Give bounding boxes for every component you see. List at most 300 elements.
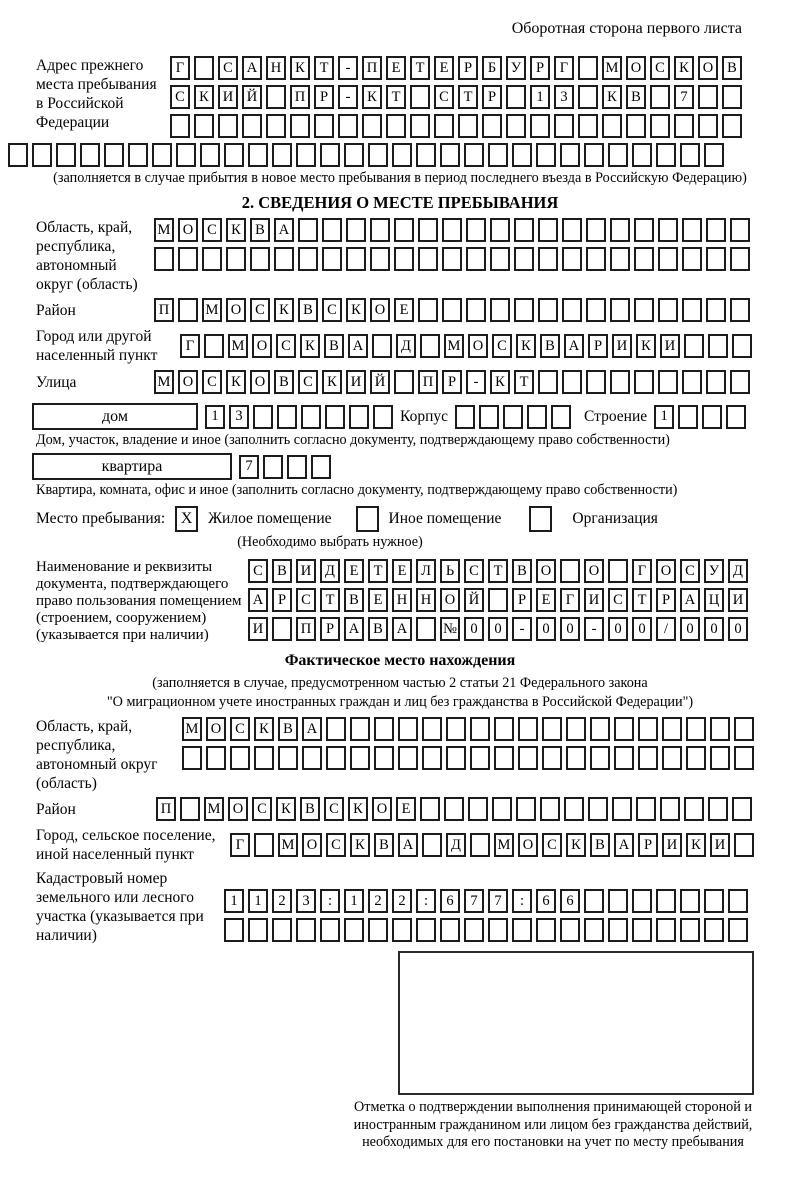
char-box[interactable]: Р [656, 588, 676, 612]
char-box[interactable] [634, 298, 654, 322]
char-box[interactable] [634, 247, 654, 271]
char-box[interactable] [518, 746, 538, 770]
char-box[interactable] [554, 114, 574, 138]
char-box[interactable] [202, 247, 222, 271]
char-box[interactable]: Е [394, 298, 414, 322]
char-box[interactable] [418, 247, 438, 271]
char-box[interactable] [410, 85, 430, 109]
char-box[interactable] [494, 746, 514, 770]
char-box[interactable]: К [274, 298, 294, 322]
char-box[interactable] [230, 746, 250, 770]
char-box[interactable]: С [252, 797, 272, 821]
char-box[interactable]: П [290, 85, 310, 109]
char-box[interactable]: В [368, 617, 388, 641]
char-box[interactable] [584, 889, 604, 913]
char-box[interactable]: У [506, 56, 526, 80]
char-box[interactable]: 0 [536, 617, 556, 641]
char-box[interactable]: К [566, 833, 586, 857]
char-box[interactable] [708, 797, 728, 821]
char-box[interactable] [204, 334, 224, 358]
char-box[interactable] [704, 143, 724, 167]
char-box[interactable] [320, 918, 340, 942]
char-box[interactable]: К [350, 833, 370, 857]
char-box[interactable]: К [674, 56, 694, 80]
char-box[interactable] [398, 717, 418, 741]
char-box[interactable] [538, 298, 558, 322]
char-box[interactable] [422, 717, 442, 741]
char-box[interactable]: Ь [440, 559, 460, 583]
char-box[interactable] [206, 746, 226, 770]
char-box[interactable] [266, 114, 286, 138]
char-box[interactable]: М [228, 334, 248, 358]
char-box[interactable]: Г [170, 56, 190, 80]
char-box[interactable]: 1 [654, 405, 674, 429]
char-box[interactable] [374, 717, 394, 741]
char-box[interactable]: О [302, 833, 322, 857]
char-box[interactable] [730, 370, 750, 394]
char-box[interactable] [422, 746, 442, 770]
char-box[interactable] [466, 298, 486, 322]
char-box[interactable] [490, 298, 510, 322]
char-box[interactable]: Е [368, 588, 388, 612]
char-box[interactable] [540, 797, 560, 821]
char-box[interactable] [682, 298, 702, 322]
char-box[interactable] [698, 114, 718, 138]
char-box[interactable]: С [218, 56, 238, 80]
char-box[interactable] [590, 717, 610, 741]
char-box[interactable]: Р [638, 833, 658, 857]
char-box[interactable] [560, 559, 580, 583]
char-box[interactable] [8, 143, 28, 167]
char-box[interactable] [730, 298, 750, 322]
char-box[interactable]: Д [728, 559, 748, 583]
char-box[interactable]: Р [512, 588, 532, 612]
char-box[interactable]: О [468, 334, 488, 358]
char-box[interactable] [650, 114, 670, 138]
char-box[interactable]: 6 [440, 889, 460, 913]
char-box[interactable] [322, 247, 342, 271]
char-box[interactable]: Р [458, 56, 478, 80]
checkbox-other-premises[interactable] [356, 506, 379, 532]
char-box[interactable] [506, 85, 526, 109]
char-box[interactable] [686, 717, 706, 741]
char-box[interactable] [440, 143, 460, 167]
char-box[interactable]: К [194, 85, 214, 109]
char-box[interactable] [374, 746, 394, 770]
char-box[interactable]: О [698, 56, 718, 80]
char-box[interactable] [176, 143, 196, 167]
char-box[interactable] [538, 247, 558, 271]
char-box[interactable]: С [248, 559, 268, 583]
char-box[interactable]: И [710, 833, 730, 857]
char-box[interactable] [610, 298, 630, 322]
char-box[interactable] [320, 143, 340, 167]
char-box[interactable]: В [722, 56, 742, 80]
char-box[interactable]: К [290, 56, 310, 80]
char-box[interactable] [706, 218, 726, 242]
char-box[interactable] [728, 918, 748, 942]
char-box[interactable] [566, 717, 586, 741]
char-box[interactable]: П [154, 298, 174, 322]
char-box[interactable]: К [300, 334, 320, 358]
char-box[interactable]: 1 [224, 889, 244, 913]
char-box[interactable] [392, 918, 412, 942]
char-box[interactable] [104, 143, 124, 167]
char-box[interactable] [518, 717, 538, 741]
char-box[interactable] [311, 455, 331, 479]
char-box[interactable]: С [608, 588, 628, 612]
char-box[interactable]: 0 [728, 617, 748, 641]
char-box[interactable]: С [296, 588, 316, 612]
char-box[interactable] [470, 717, 490, 741]
char-box[interactable]: Е [386, 56, 406, 80]
char-box[interactable] [470, 746, 490, 770]
char-box[interactable]: О [518, 833, 538, 857]
char-box[interactable] [170, 114, 190, 138]
char-box[interactable] [194, 114, 214, 138]
char-box[interactable]: В [300, 797, 320, 821]
char-box[interactable]: Г [230, 833, 250, 857]
char-box[interactable]: № [440, 617, 460, 641]
char-box[interactable]: А [344, 617, 364, 641]
char-box[interactable] [434, 114, 454, 138]
char-box[interactable]: О [228, 797, 248, 821]
char-box[interactable] [680, 143, 700, 167]
char-box[interactable]: А [392, 617, 412, 641]
char-box[interactable] [442, 218, 462, 242]
char-box[interactable] [588, 797, 608, 821]
char-box[interactable] [152, 143, 172, 167]
char-box[interactable]: М [154, 370, 174, 394]
char-box[interactable] [610, 247, 630, 271]
char-box[interactable] [562, 218, 582, 242]
char-box[interactable] [298, 218, 318, 242]
char-box[interactable] [370, 218, 390, 242]
char-box[interactable]: Й [242, 85, 262, 109]
char-box[interactable] [298, 247, 318, 271]
char-box[interactable] [608, 143, 628, 167]
char-box[interactable] [372, 334, 392, 358]
char-box[interactable] [527, 405, 547, 429]
char-box[interactable]: - [512, 617, 532, 641]
char-box[interactable] [632, 918, 652, 942]
char-box[interactable] [704, 918, 724, 942]
checkbox-residential[interactable]: X [175, 506, 198, 532]
char-box[interactable] [200, 143, 220, 167]
char-box[interactable] [530, 114, 550, 138]
char-box[interactable]: 3 [229, 405, 249, 429]
char-box[interactable] [301, 405, 321, 429]
char-box[interactable] [562, 298, 582, 322]
char-box[interactable] [398, 746, 418, 770]
char-box[interactable] [586, 298, 606, 322]
char-box[interactable]: - [584, 617, 604, 641]
char-box[interactable] [178, 298, 198, 322]
char-box[interactable]: А [614, 833, 634, 857]
char-box[interactable]: И [248, 617, 268, 641]
char-box[interactable] [506, 114, 526, 138]
char-box[interactable] [182, 746, 202, 770]
char-box[interactable]: И [612, 334, 632, 358]
char-box[interactable]: О [440, 588, 460, 612]
char-box[interactable]: В [324, 334, 344, 358]
char-box[interactable] [514, 218, 534, 242]
char-box[interactable] [226, 247, 246, 271]
char-box[interactable] [248, 143, 268, 167]
char-box[interactable]: 3 [296, 889, 316, 913]
char-box[interactable] [514, 298, 534, 322]
char-box[interactable]: О [226, 298, 246, 322]
char-box[interactable] [503, 405, 523, 429]
char-box[interactable] [650, 85, 670, 109]
char-box[interactable] [410, 114, 430, 138]
char-box[interactable] [578, 114, 598, 138]
char-box[interactable]: В [590, 833, 610, 857]
char-box[interactable] [492, 797, 512, 821]
char-box[interactable] [560, 143, 580, 167]
char-box[interactable]: Г [180, 334, 200, 358]
char-box[interactable] [734, 746, 754, 770]
char-box[interactable] [418, 218, 438, 242]
char-box[interactable]: Т [514, 370, 534, 394]
char-box[interactable]: М [182, 717, 202, 741]
char-box[interactable] [296, 918, 316, 942]
char-box[interactable]: О [372, 797, 392, 821]
char-box[interactable]: Ц [704, 588, 724, 612]
char-box[interactable]: - [466, 370, 486, 394]
char-box[interactable]: Р [314, 85, 334, 109]
char-box[interactable] [326, 746, 346, 770]
char-box[interactable] [479, 405, 499, 429]
char-box[interactable]: С [230, 717, 250, 741]
char-box[interactable]: - [338, 85, 358, 109]
char-box[interactable] [254, 833, 274, 857]
char-box[interactable] [614, 717, 634, 741]
char-box[interactable] [440, 918, 460, 942]
char-box[interactable]: К [686, 833, 706, 857]
char-box[interactable] [420, 797, 440, 821]
char-box[interactable]: О [626, 56, 646, 80]
char-box[interactable]: С [650, 56, 670, 80]
char-box[interactable] [586, 247, 606, 271]
char-box[interactable]: 0 [632, 617, 652, 641]
char-box[interactable]: 1 [248, 889, 268, 913]
char-box[interactable]: С [464, 559, 484, 583]
char-box[interactable] [732, 797, 752, 821]
char-box[interactable] [680, 889, 700, 913]
char-box[interactable]: Й [464, 588, 484, 612]
char-box[interactable] [488, 918, 508, 942]
char-box[interactable] [464, 918, 484, 942]
char-box[interactable]: Р [442, 370, 462, 394]
char-box[interactable]: О [250, 370, 270, 394]
char-box[interactable]: / [656, 617, 676, 641]
char-box[interactable] [708, 334, 728, 358]
char-box[interactable]: Г [632, 559, 652, 583]
char-box[interactable]: К [322, 370, 342, 394]
char-box[interactable] [250, 247, 270, 271]
char-box[interactable] [266, 85, 286, 109]
char-box[interactable] [536, 143, 556, 167]
char-box[interactable] [350, 746, 370, 770]
char-box[interactable] [416, 918, 436, 942]
char-box[interactable]: О [206, 717, 226, 741]
char-box[interactable] [466, 247, 486, 271]
char-box[interactable] [422, 833, 442, 857]
char-box[interactable] [178, 247, 198, 271]
char-box[interactable] [326, 717, 346, 741]
char-box[interactable] [274, 247, 294, 271]
char-box[interactable]: 3 [554, 85, 574, 109]
char-box[interactable]: 0 [488, 617, 508, 641]
char-box[interactable]: Р [272, 588, 292, 612]
char-box[interactable]: К [346, 298, 366, 322]
char-box[interactable]: Т [320, 588, 340, 612]
char-box[interactable] [722, 85, 742, 109]
checkbox-organization[interactable] [529, 506, 552, 532]
char-box[interactable] [416, 617, 436, 641]
char-box[interactable] [455, 405, 475, 429]
char-box[interactable]: Е [344, 559, 364, 583]
char-box[interactable] [325, 405, 345, 429]
char-box[interactable] [346, 218, 366, 242]
char-box[interactable]: В [540, 334, 560, 358]
char-box[interactable] [632, 889, 652, 913]
char-box[interactable]: Т [314, 56, 334, 80]
char-box[interactable]: А [248, 588, 268, 612]
char-box[interactable] [728, 889, 748, 913]
char-box[interactable] [566, 746, 586, 770]
char-box[interactable] [632, 143, 652, 167]
char-box[interactable]: Т [632, 588, 652, 612]
char-box[interactable]: 0 [608, 617, 628, 641]
char-box[interactable] [254, 746, 274, 770]
char-box[interactable]: : [416, 889, 436, 913]
char-box[interactable] [610, 370, 630, 394]
char-box[interactable]: 0 [704, 617, 724, 641]
char-box[interactable]: Д [446, 833, 466, 857]
char-box[interactable]: С [250, 298, 270, 322]
char-box[interactable]: В [272, 559, 292, 583]
char-box[interactable]: В [274, 370, 294, 394]
char-box[interactable]: 1 [530, 85, 550, 109]
char-box[interactable]: М [602, 56, 622, 80]
char-box[interactable] [682, 370, 702, 394]
char-box[interactable]: О [536, 559, 556, 583]
char-box[interactable] [562, 247, 582, 271]
char-box[interactable] [180, 797, 200, 821]
char-box[interactable]: С [542, 833, 562, 857]
char-box[interactable] [706, 247, 726, 271]
char-box[interactable] [584, 918, 604, 942]
char-box[interactable]: 2 [392, 889, 412, 913]
char-box[interactable] [732, 334, 752, 358]
char-box[interactable] [560, 918, 580, 942]
char-box[interactable]: В [626, 85, 646, 109]
char-box[interactable] [578, 85, 598, 109]
char-box[interactable] [660, 797, 680, 821]
char-box[interactable] [680, 918, 700, 942]
char-box[interactable]: П [156, 797, 176, 821]
char-box[interactable] [272, 143, 292, 167]
char-box[interactable]: Е [392, 559, 412, 583]
char-box[interactable]: Е [536, 588, 556, 612]
char-box[interactable]: 6 [536, 889, 556, 913]
char-box[interactable]: М [494, 833, 514, 857]
char-box[interactable]: И [346, 370, 366, 394]
char-box[interactable]: Р [320, 617, 340, 641]
char-box[interactable] [536, 918, 556, 942]
char-box[interactable] [394, 247, 414, 271]
char-box[interactable] [248, 918, 268, 942]
char-box[interactable] [656, 889, 676, 913]
char-box[interactable]: Б [482, 56, 502, 80]
char-box[interactable]: К [636, 334, 656, 358]
char-box[interactable] [682, 218, 702, 242]
char-box[interactable] [678, 405, 698, 429]
char-box[interactable]: О [252, 334, 272, 358]
char-box[interactable]: 7 [488, 889, 508, 913]
char-box[interactable] [253, 405, 273, 429]
char-box[interactable]: П [362, 56, 382, 80]
char-box[interactable] [494, 717, 514, 741]
char-box[interactable] [656, 143, 676, 167]
char-box[interactable] [446, 746, 466, 770]
char-box[interactable] [468, 797, 488, 821]
char-box[interactable] [608, 889, 628, 913]
char-box[interactable] [290, 114, 310, 138]
char-box[interactable]: Г [560, 588, 580, 612]
char-box[interactable] [218, 114, 238, 138]
char-box[interactable]: Т [458, 85, 478, 109]
char-box[interactable] [706, 370, 726, 394]
char-box[interactable] [722, 114, 742, 138]
char-box[interactable] [488, 588, 508, 612]
char-box[interactable]: С [680, 559, 700, 583]
char-box[interactable]: 6 [560, 889, 580, 913]
char-box[interactable] [386, 114, 406, 138]
char-box[interactable] [602, 114, 622, 138]
char-box[interactable] [420, 334, 440, 358]
char-box[interactable] [578, 56, 598, 80]
char-box[interactable]: Д [320, 559, 340, 583]
char-box[interactable]: Е [396, 797, 416, 821]
char-box[interactable]: А [680, 588, 700, 612]
char-box[interactable] [482, 114, 502, 138]
char-box[interactable] [394, 218, 414, 242]
char-box[interactable] [368, 918, 388, 942]
char-box[interactable]: 0 [680, 617, 700, 641]
char-box[interactable]: И [296, 559, 316, 583]
char-box[interactable] [466, 218, 486, 242]
char-box[interactable] [458, 114, 478, 138]
char-box[interactable] [362, 114, 382, 138]
char-box[interactable] [394, 370, 414, 394]
char-box[interactable]: К [602, 85, 622, 109]
char-box[interactable]: С [276, 334, 296, 358]
char-box[interactable] [338, 114, 358, 138]
char-box[interactable]: П [418, 370, 438, 394]
char-box[interactable] [296, 143, 316, 167]
char-box[interactable]: В [374, 833, 394, 857]
char-box[interactable] [686, 746, 706, 770]
char-box[interactable] [272, 918, 292, 942]
char-box[interactable] [278, 746, 298, 770]
char-box[interactable]: С [170, 85, 190, 109]
char-box[interactable]: 0 [560, 617, 580, 641]
char-box[interactable] [634, 370, 654, 394]
char-box[interactable] [344, 143, 364, 167]
